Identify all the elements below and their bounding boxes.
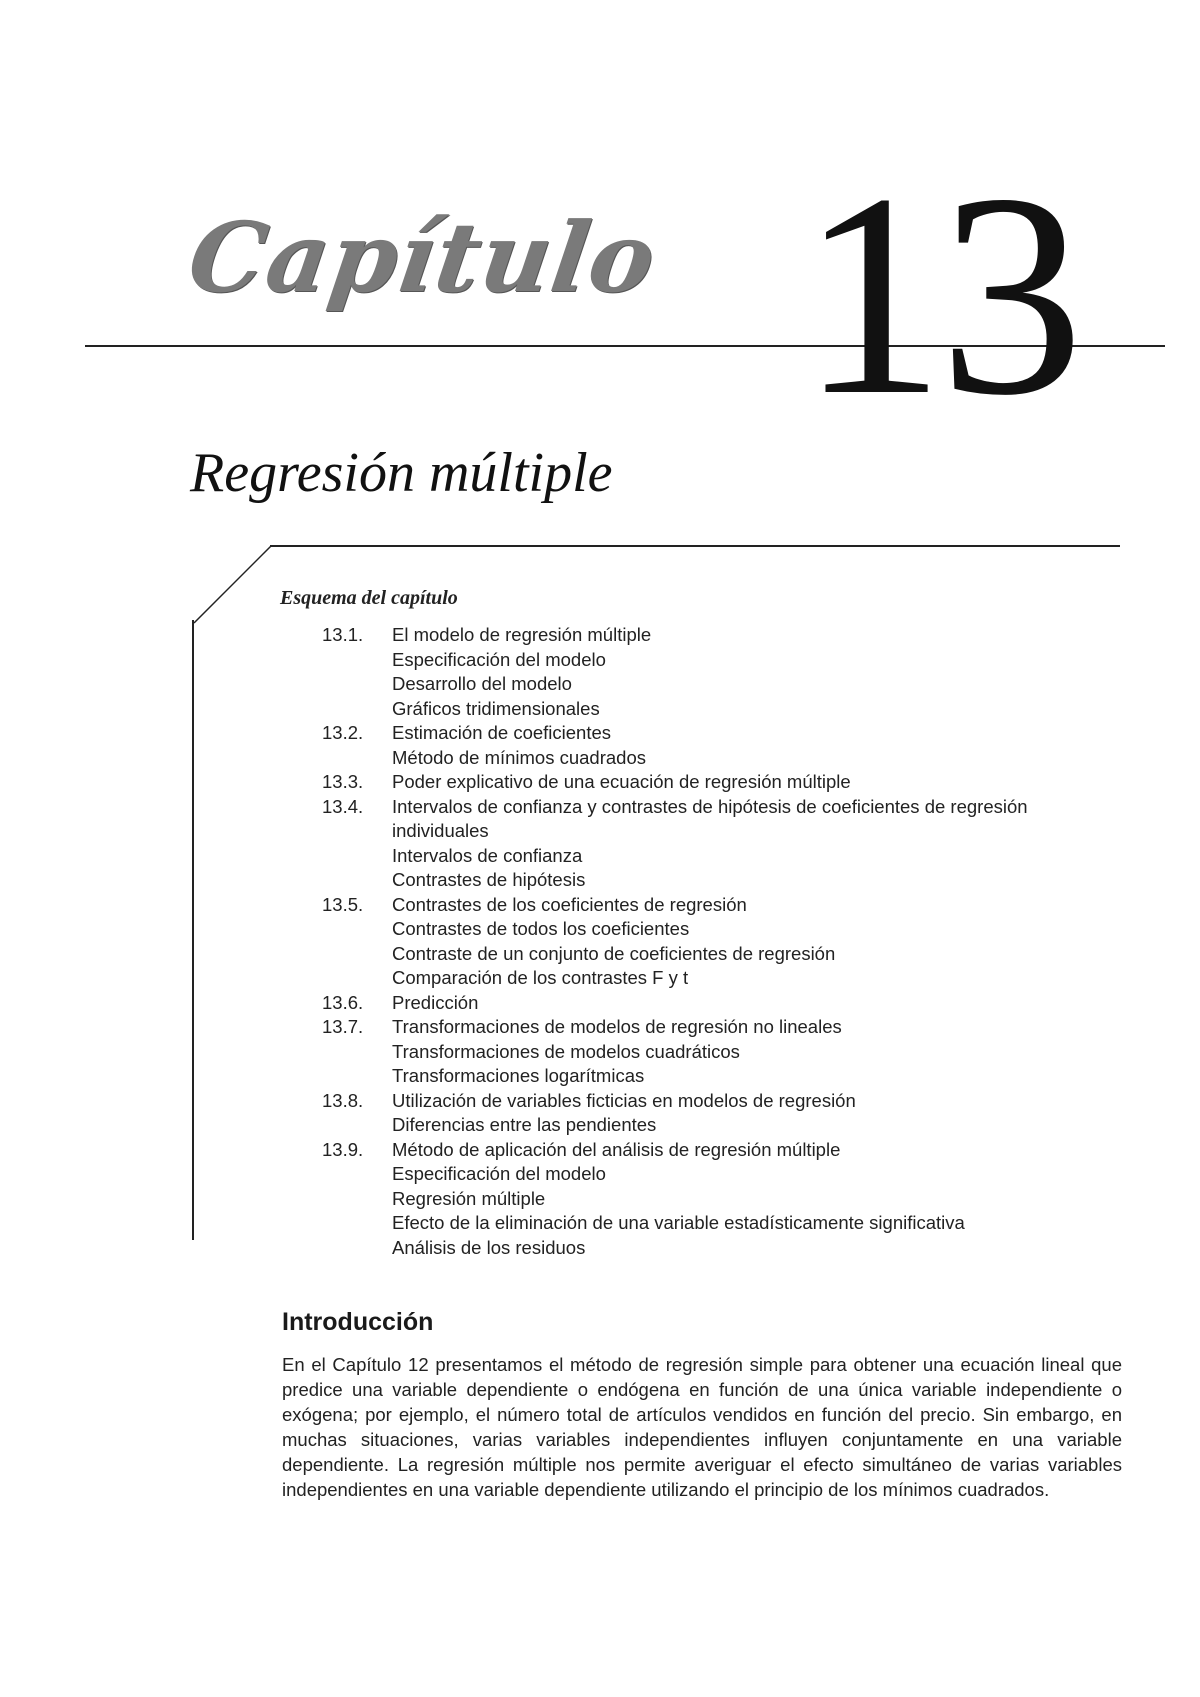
outline-number <box>322 1113 392 1138</box>
outline-text: Regresión múltiple <box>392 1187 546 1209</box>
outline-number <box>322 672 392 697</box>
outline-section <box>322 1138 1122 1163</box>
outline-section <box>322 770 1122 795</box>
outline-subsection <box>322 868 1122 893</box>
outline-number <box>322 1162 392 1187</box>
outline-text: Intervalos de confianza <box>392 844 583 866</box>
outline-text: Contrastes de los coeficientes de regresión <box>392 893 747 915</box>
chapter-number: 13 <box>800 134 1078 455</box>
outline-number: 13.1. <box>322 624 364 645</box>
outline-text: Utilización de variables ficticias en modelos de regresión <box>392 1089 856 1111</box>
outline-section <box>322 721 1122 746</box>
outline-subsection <box>322 1211 1122 1236</box>
outline-subsection <box>322 648 1122 673</box>
outline-number <box>322 746 392 771</box>
outline-list <box>322 623 1122 1260</box>
outline-text: Contrastes de todos los coeficientes <box>392 918 690 939</box>
chapter-label: Capítulo <box>182 201 663 314</box>
outline-text: Diferencias entre las pendientes <box>392 1114 657 1135</box>
outline-number <box>322 1211 392 1236</box>
outline-section <box>322 795 1122 820</box>
outline-text: Método de aplicación del análisis de regresión múltiple <box>392 1138 841 1160</box>
outline-top-rule <box>270 545 1120 547</box>
outline-number <box>322 966 392 991</box>
outline-subsection <box>322 966 1122 991</box>
outline-subsection <box>322 697 1122 722</box>
outline-number <box>322 942 392 967</box>
outline-number: 13.3. <box>322 771 364 792</box>
outline-number: 13.4. <box>322 795 364 817</box>
outline-text: Gráficos tridimensionales <box>392 697 600 719</box>
outline-text: Efecto de la eliminación de una variable estadísticamente significativa <box>392 1212 965 1233</box>
outline-section <box>322 623 1122 648</box>
outline-subsection <box>322 1040 1122 1065</box>
outline-text: El modelo de regresión múltiple <box>392 624 652 645</box>
outline-left-rule <box>192 620 194 1240</box>
outline-text: Análisis de los residuos <box>392 1236 586 1258</box>
outline-text: Desarrollo del modelo <box>392 673 572 694</box>
outline-text: Comparación de los contrastes F y t <box>392 967 689 988</box>
outline-number <box>322 648 392 673</box>
introduction-heading: Introducción <box>282 1308 434 1336</box>
outline-number: 13.6. <box>322 991 364 1013</box>
outline-section <box>322 893 1122 918</box>
outline-subsection <box>322 819 1122 844</box>
outline-text: Método de mínimos cuadrados <box>392 746 646 768</box>
outline-number <box>322 1187 392 1212</box>
outline-text: Intervalos de confianza y contrastes de hipótesis de coeficientes de regresión <box>392 795 1028 817</box>
chapter-title: Regresión múltiple <box>190 442 613 504</box>
outline-text: individuales <box>392 820 489 841</box>
outline-text: Especificación del modelo <box>392 648 606 670</box>
outline-subsection <box>322 1187 1122 1212</box>
outline-text: Estimación de coeficientes <box>392 722 612 743</box>
outline-subsection <box>322 1113 1122 1138</box>
outline-number <box>322 1040 392 1065</box>
outline-text: Poder explicativo de una ecuación de regresión múltiple <box>392 771 851 792</box>
outline-number <box>322 917 392 942</box>
outline-text: Transformaciones de modelos de regresión no lineales <box>392 1016 842 1037</box>
outline-number: 13.2. <box>322 722 364 743</box>
outline-number <box>322 868 392 893</box>
outline-subsection <box>322 844 1122 869</box>
outline-subsection <box>322 746 1122 771</box>
outline-number <box>322 1236 392 1261</box>
outline-number: 13.8. <box>322 1089 364 1111</box>
outline-number: 13.5. <box>322 893 364 915</box>
introduction-body: En el Capítulo 12 presentamos el método de regresión simple para obtener una ecuación lineal que predice una variable dependiente o endógena en función de una única variable independiente o exógena; por ejemplo, el número total de artículos vendidos en función del precio. Sin embargo, en muchas situaciones, varias variables independientes influyen conjuntamente en una variable dependiente. La regresión múltiple nos permite averiguar el efecto simultáneo de varias variables independientes en una variable dependiente utilizando el principio de los mínimos cuadrados. <box>282 1354 1122 1500</box>
outline-subsection <box>322 1162 1122 1187</box>
outline-heading: Esquema del capítulo <box>280 587 458 609</box>
outline-text: Transformaciones de modelos cuadráticos <box>392 1040 740 1062</box>
outline-subsection <box>322 1064 1122 1089</box>
outline-number <box>322 1064 392 1089</box>
outline-number: 13.9. <box>322 1138 364 1160</box>
outline-number: 13.7. <box>322 1016 364 1037</box>
outline-text: Contraste de un conjunto de coeficientes de regresión <box>392 942 836 964</box>
outline-subsection <box>322 1236 1122 1261</box>
outline-number <box>322 819 392 844</box>
outline-text: Contrastes de hipótesis <box>392 869 586 890</box>
outline-text: Transformaciones logarítmicas <box>392 1065 645 1086</box>
outline-subsection <box>322 672 1122 697</box>
outline-section <box>322 991 1122 1016</box>
outline-corner-diagonal <box>193 545 273 625</box>
outline-section <box>322 1089 1122 1114</box>
outline-section <box>322 1015 1122 1040</box>
outline-text: Especificación del modelo <box>392 1163 606 1184</box>
outline-subsection <box>322 942 1122 967</box>
outline-number <box>322 844 392 869</box>
outline-subsection <box>322 917 1122 942</box>
outline-text: Predicción <box>392 991 479 1013</box>
outline-number <box>322 697 392 722</box>
